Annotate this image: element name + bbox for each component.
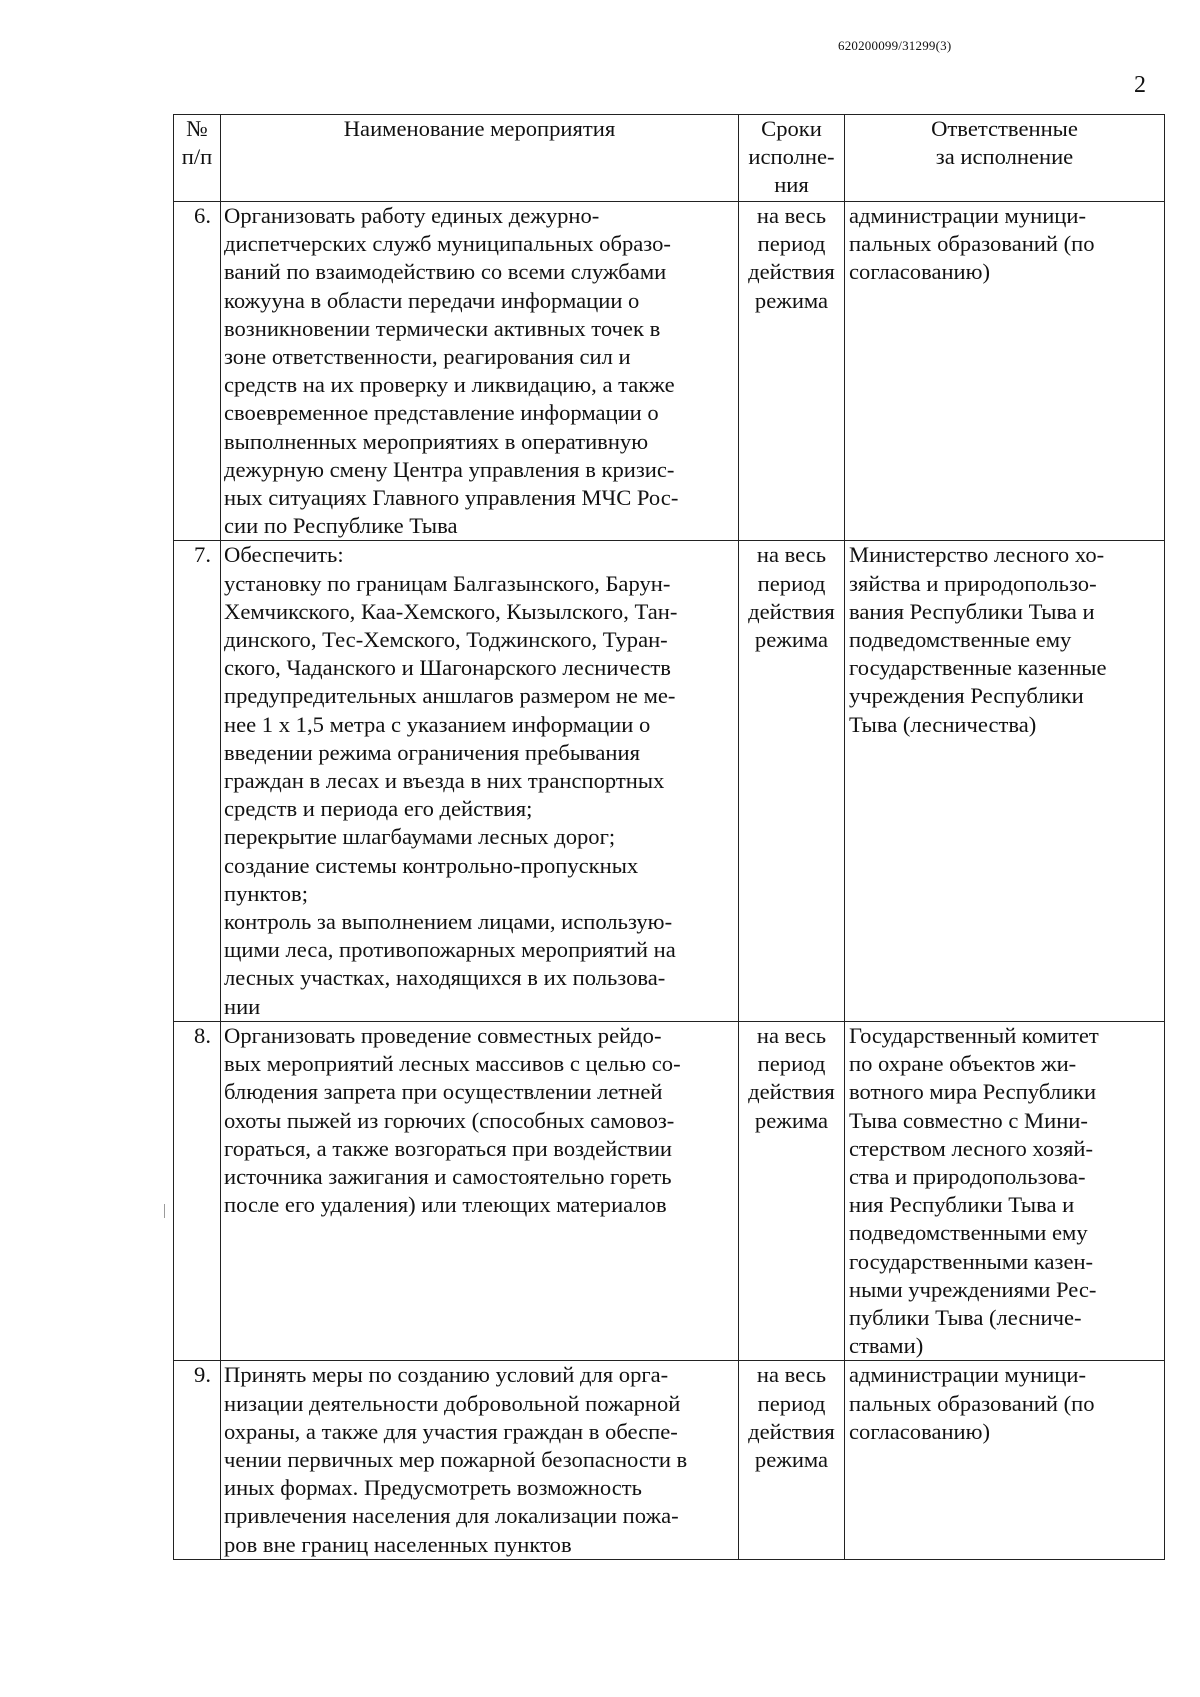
responsible-text-line: администрации муници-: [849, 203, 1087, 228]
deadline-text-line: режима: [754, 627, 829, 653]
responsible-text-line: Тыва (лесничества): [849, 711, 1037, 737]
deadline-text-line: на весь: [756, 1362, 827, 1388]
measure-text-line: граждан в лесах и въезда в них транспортных: [224, 768, 665, 794]
page-number: 2: [1134, 72, 1146, 98]
responsible-text-line: зяйства и природопользо-: [849, 570, 1097, 596]
measure-text-line: блюдения запрета при осуществлении летней: [224, 1079, 663, 1105]
table-row: [174, 1021, 1165, 1360]
responsible-text-line: вания Республики Тыва и: [849, 598, 1095, 624]
deadline-text-line: на весь: [756, 1022, 827, 1048]
responsible-text-line: Тыва совместно с Мини-: [849, 1107, 1088, 1133]
column-header-responsible: [845, 115, 1165, 202]
responsible-text-line: по охране объектов жи-: [849, 1051, 1077, 1077]
measure-text-line: ных ситуациях Главного управления МЧС Рос-: [224, 485, 679, 511]
measure-text-line: Хемчикского, Каа-Хемского, Кызылского, Тан-: [224, 598, 678, 624]
header-text-line: за исполнение: [935, 144, 1074, 170]
header-text-line: п/п: [181, 144, 213, 170]
measure-text-line: охраны, а также для участия граждан в обеспе-: [224, 1418, 678, 1444]
measure-text-line: перекрытие шлагбаумами лесных дорог;: [224, 824, 616, 850]
measure-text-line: возникновении термически активных точек в: [224, 315, 661, 341]
row-number: 7.: [174, 541, 221, 1021]
responsible-text-line: подведомственные ему: [849, 627, 1072, 653]
measure-text-line: Организовать работу единых дежурно-: [224, 203, 600, 228]
header-text-line: ния: [774, 172, 809, 198]
header-text-line: исполне-: [748, 144, 835, 170]
row-number: 9.: [174, 1361, 221, 1559]
responsible-text-line: ния Республики Тыва и: [849, 1192, 1075, 1218]
measure-text-line: диспетчерских служб муниципальных образо-: [224, 231, 671, 257]
measure-description: [221, 541, 739, 1021]
responsible-text-line: государственными казен-: [849, 1248, 1094, 1274]
column-header-deadline: [739, 115, 845, 202]
header-text-line: №: [186, 116, 208, 141]
responsible-text-line: учреждения Республики: [849, 683, 1084, 709]
responsible-cell: [845, 202, 1165, 541]
deadline-text-line: период: [757, 1051, 826, 1077]
row-number: 6.: [174, 202, 221, 541]
deadline-text-line: режима: [754, 287, 829, 313]
measure-text-line: лесных участках, находящихся в их пользова-: [224, 965, 666, 991]
deadline-text-line: период: [757, 1390, 826, 1416]
table-row: [174, 541, 1165, 1021]
deadline-text-line: период: [757, 231, 826, 257]
measure-text-line: охоты пыжей из горючих (способных самовоз-: [224, 1107, 675, 1133]
measure-text-line: Принять меры по созданию условий для орга-: [224, 1362, 669, 1388]
measure-text-line: ров вне границ населенных пунктов: [224, 1531, 572, 1557]
responsible-text-line: ствами): [849, 1333, 924, 1359]
responsible-text-line: подведомственными ему: [849, 1220, 1088, 1246]
measures-table: [173, 114, 1165, 1560]
deadline-text-line: период: [757, 570, 826, 596]
deadline-text-line: действия: [748, 1418, 835, 1444]
deadline-cell: [739, 1021, 845, 1360]
responsible-text-line: пальных образований (по: [849, 1390, 1095, 1416]
measure-text-line: нии: [224, 993, 261, 1019]
deadline-cell: [739, 1361, 845, 1559]
measure-text-line: низации деятельности добровольной пожарной: [224, 1390, 681, 1416]
deadline-text-line: режима: [754, 1446, 829, 1472]
responsible-text-line: ства и природопользова-: [849, 1163, 1086, 1189]
measure-text-line: гораться, а также возгораться при воздействии: [224, 1135, 673, 1161]
measure-text-line: создание системы контрольно-пропускных: [224, 852, 639, 878]
responsible-text-line: Министерство лесного хо-: [849, 542, 1105, 568]
document-registration-number: 620200099/31299(3): [838, 38, 952, 53]
table-body: [174, 202, 1165, 1560]
responsible-cell: [845, 1021, 1165, 1360]
measure-text-line: средств и периода его действия;: [224, 796, 533, 822]
responsible-text-line: Государственный комитет: [849, 1022, 1099, 1048]
header-text-line: Сроки: [761, 116, 822, 141]
measure-text-line: пунктов;: [224, 880, 308, 906]
header-row: [174, 115, 1165, 202]
measure-text-line: чении первичных мер пожарной безопасности в: [224, 1446, 688, 1472]
table-row: [174, 202, 1165, 541]
column-header-measure-name: [221, 115, 739, 202]
table-header: [174, 115, 1165, 202]
deadline-cell: [739, 202, 845, 541]
measure-text-line: после его удаления) или тлеющих материалов: [224, 1192, 667, 1218]
deadline-text-line: на весь: [756, 542, 827, 568]
measure-text-line: Организовать проведение совместных рейдо-: [224, 1022, 662, 1048]
measure-text-line: введении режима ограничения пребывания: [224, 739, 640, 765]
table-row: [174, 1361, 1165, 1559]
responsible-text-line: согласованию): [849, 259, 991, 285]
measure-text-line: своевременное представление информации о: [224, 400, 659, 426]
measure-text-line: дежурную смену Центра управления в кризис-: [224, 456, 675, 482]
measure-text-line: нее 1 х 1,5 метра с указанием информации о: [224, 711, 651, 737]
responsible-text-line: пальных образований (по: [849, 231, 1095, 257]
deadline-text-line: действия: [748, 598, 835, 624]
measure-text-line: ского, Чаданского и Шагонарского лесничеств: [224, 655, 671, 681]
measure-text-line: ваний по взаимодействию со всеми службами: [224, 259, 667, 285]
measure-text-line: иных формах. Предусмотреть возможность: [224, 1475, 642, 1501]
measure-text-line: привлечения населения для локализации пожа-: [224, 1503, 679, 1529]
measure-text-line: щими леса, противопожарных мероприятий на: [224, 937, 676, 963]
responsible-cell: [845, 541, 1165, 1021]
measure-text-line: динского, Тес-Хемского, Тоджинского, Туран-: [224, 627, 668, 653]
row-number: 8.: [174, 1021, 221, 1360]
measure-text-line: источника зажигания и самостоятельно гореть: [224, 1163, 672, 1189]
responsible-text-line: ными учреждениями Рес-: [849, 1276, 1097, 1302]
measure-description: [221, 202, 739, 541]
responsible-text-line: публики Тыва (лесниче-: [849, 1304, 1082, 1330]
deadline-text-line: режима: [754, 1107, 829, 1133]
responsible-text-line: государственные казенные: [849, 655, 1107, 681]
header-text-line: Наименование мероприятия: [343, 116, 616, 141]
responsible-text-line: согласованию): [849, 1418, 991, 1444]
responsible-text-line: стерством лесного хозяй-: [849, 1135, 1094, 1161]
measure-description: [221, 1361, 739, 1559]
deadline-text-line: на весь: [756, 203, 827, 228]
measure-description: [221, 1021, 739, 1360]
measure-text-line: выполненных мероприятиях в оперативную: [224, 428, 649, 454]
header-text-line: Ответственные: [931, 116, 1078, 141]
measure-text-line: средств на их проверку и ликвидацию, а также: [224, 372, 675, 398]
measure-text-line: сии по Республике Тыва: [224, 513, 458, 539]
responsible-cell: [845, 1361, 1165, 1559]
measure-text-line: кожууна в области передачи информации о: [224, 287, 640, 313]
responsible-text-line: вотного мира Республики: [849, 1079, 1097, 1105]
deadline-text-line: действия: [748, 1079, 835, 1105]
column-header-number: [174, 115, 221, 202]
deadline-text-line: действия: [748, 259, 835, 285]
measure-text-line: предупредительных аншлагов размером не ме-: [224, 683, 676, 709]
scan-margin-mark: [164, 1204, 165, 1218]
measure-text-line: контроль за выполнением лицами, использую-: [224, 909, 673, 935]
measure-text-line: вых мероприятий лесных массивов с целью со-: [224, 1051, 681, 1077]
responsible-text-line: администрации муници-: [849, 1362, 1087, 1388]
measure-text-line: Обеспечить:: [224, 542, 344, 568]
measure-text-line: установку по границам Балгазынского, Барун-: [224, 570, 671, 596]
deadline-cell: [739, 541, 845, 1021]
measure-text-line: зоне ответственности, реагирования сил и: [224, 344, 631, 370]
